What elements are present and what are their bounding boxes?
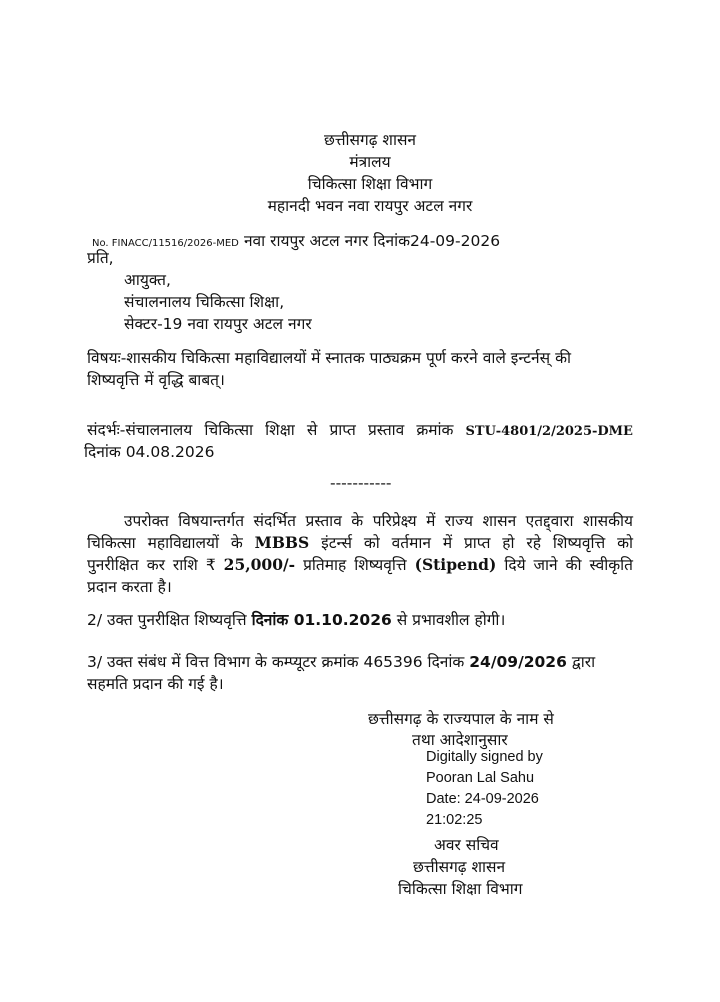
digital-signature-time: 21:02:25 [426, 812, 483, 828]
p1-line1: उपरोक्त विषयान्तर्गत संदर्भित प्रस्ताव के परिप्रेक्ष्य में राज्य शासन एतद्द्वारा शासकीय [124, 512, 633, 530]
signatory-org-government: छत्तीसगढ़ शासन [413, 858, 506, 876]
p2-part-a: 2/ उक्त पुनरीक्षित शिष्यवृत्ति [87, 611, 247, 629]
effective-date: दिनांक 01.10.2026 [251, 611, 392, 629]
subject-line1: विषयः-शासकीय चिकित्सा महाविद्यालयों में स्नातक पाठ्यक्रम पूर्ण करने वाले इन्टर्नस् की [87, 349, 571, 367]
reference-date: दिनांक 04.08.2026 [84, 443, 215, 461]
subject-line2: शिष्यवृत्ति में वृद्धि बाबत्। [87, 371, 225, 389]
digital-signature-line1: Digitally signed by [426, 749, 543, 765]
reference-prefix: संदर्भः-संचालनालय चिकित्सा शिक्षा से प्राप्त प्रस्ताव क्रमांक [87, 421, 454, 439]
recipient-line3: सेक्टर-19 नवा रायपुर अटल नगर [124, 315, 312, 333]
separator-line: ----------- [330, 474, 392, 492]
p1-line4: प्रदान करता है। [87, 578, 172, 596]
mbbs-label: MBBS [254, 533, 310, 552]
p3-part-b: द्वारा [571, 653, 596, 671]
header-government: छत्तीसगढ़ शासन [323, 131, 417, 149]
digital-signature-date: Date: 24-09-2026 [426, 791, 539, 807]
header-department: चिकित्सा शिक्षा विभाग [307, 175, 433, 193]
body-paragraph-2 [87, 608, 505, 630]
stipend-amount: 25,000/- [223, 555, 296, 574]
p1-line3-part-c: दिये जाने की स्वीकृति [504, 556, 633, 574]
place-date: नवा रायपुर अटल नगर दिनांक24-09-2026 [243, 232, 501, 250]
recipient-prati: प्रति, [87, 249, 114, 267]
p3-line1 [87, 651, 633, 673]
recipient-line2: संचालनालय चिकित्सा शिक्षा, [124, 293, 285, 311]
p1-line2-part-b: इंटर्न्स को वर्तमान में प्राप्त हो रहे शिष्यवृत्ति को [321, 534, 633, 552]
p1-line2-part-a: चिकित्सा महाविद्यालयों के [87, 534, 243, 552]
header-address: महानदी भवन नवा रायपुर अटल नगर [267, 197, 473, 215]
reference-line1 [87, 418, 633, 440]
proposal-number: STU-4801/2/2025-DME [465, 424, 633, 439]
signature-line1: छत्तीसगढ़ के राज्यपाल के नाम से [368, 710, 554, 728]
header-ministry: मंत्रालय [349, 153, 391, 171]
p1-line3-part-a: पुनरीक्षित कर राशि ₹ [87, 556, 216, 574]
signatory-designation: अवर सचिव [434, 836, 499, 854]
reference-line [92, 229, 500, 251]
signatory-org-department: चिकित्सा शिक्षा विभाग [398, 880, 523, 898]
p2-part-b: से प्रभावशील होगी। [396, 611, 506, 629]
digital-signature-name: Pooran Lal Sahu [426, 770, 535, 786]
p3-part-a: 3/ उक्त संबंध में वित्त विभाग के कम्प्यूटर क्रमांक 465396 दिनांक [87, 653, 465, 671]
recipient-line1: आयुक्त, [124, 271, 171, 289]
reference-section [87, 418, 633, 440]
p1-line2 [87, 532, 633, 554]
body-paragraph-1 [87, 510, 633, 598]
p1-line3-part-b: प्रतिमाह शिष्यवृत्ति [303, 556, 407, 574]
letter-number: No. FINACC/11516/2026-MED [92, 238, 239, 249]
p3-line2: सहमति प्रदान की गई है। [87, 675, 224, 693]
body-paragraph-3 [87, 651, 633, 695]
signature-line2: तथा आदेशानुसार [412, 731, 508, 749]
p1-line3 [87, 554, 633, 576]
finance-date: 24/09/2026 [469, 653, 567, 671]
stipend-label: (Stipend) [414, 555, 497, 574]
